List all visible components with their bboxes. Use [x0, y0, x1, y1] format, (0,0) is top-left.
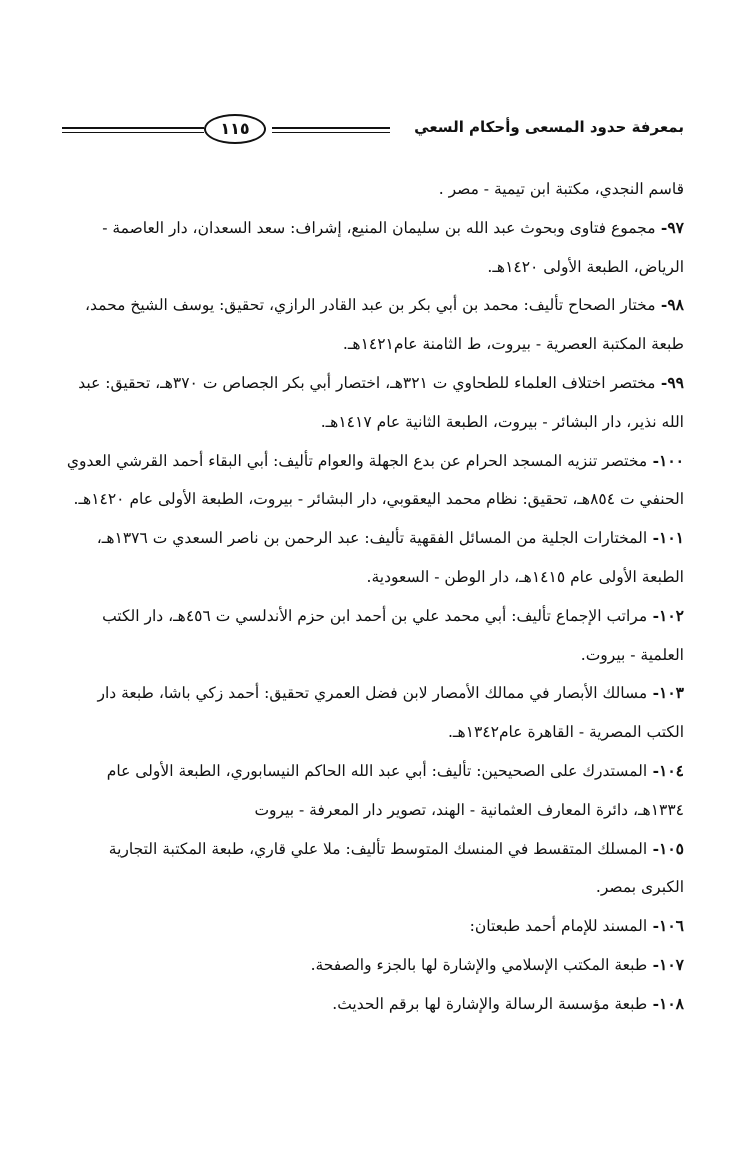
list-item: قاسم النجدي، مكتبة ابن تيمية - مصر . — [438, 180, 684, 198]
list-item: ١٠٠- مختصر تنزيه المسجد الحرام عن بدع الجهلة والعوام تأليف: أبي البقاء أحمد القرشي العدوي الحنفي ت ٨٥٤هـ، تحقيق: نظام محمد اليعقوبي، دار البشائر - بيروت، الطبعة الأولى عام ١٤٢٠هـ. — [66, 450, 684, 509]
list-item: ٩٧- مجموع فتاوى وبحوث عبد الله بن سليمان المنيع، إشراف: سعد السعدان، دار العاصمة - الرياض، الطبعة الأولى ١٤٢٠هـ. — [102, 217, 684, 276]
list-item: ١٠٣- مسالك الأبصار في ممالك الأمصار لابن فضل العمري تحقيق: أحمد زكي باشا، طبعة دار الكتب المصرية - القاهرة عام١٣٤٢هـ. — [97, 683, 684, 742]
list-item: ١٠٢- مراتب الإجماع تأليف: أبي محمد علي بن أحمد ابن حزم الأندلسي ت ٤٥٦هـ، دار الكتب العلمية - بيروت. — [102, 605, 684, 664]
list-item: ١٠٤- المستدرك على الصحيحين: تأليف: أبي عبد الله الحاكم النيسابوري، الطبعة الأولى عام ١٣٣٤هـ، دائرة المعارف العثمانية - الهند، تصوير دار المعرفة - بيروت — [106, 760, 684, 819]
header-rule-left — [62, 127, 204, 133]
header-title: بمعرفة حدود المسعى وأحكام السعي — [414, 118, 684, 136]
list-item: ٩٩- مختصر اختلاف العلماء للطحاوي ت ٣٢١هـ، اختصار أبي بكر الجصاص ت ٣٧٠هـ، تحقيق: عبد الله نذير، دار البشائر - بيروت، الطبعة الثانية عام ١٤١٧هـ. — [78, 372, 684, 431]
references-list — [62, 170, 684, 1024]
list-item: ١٠٦- المسند للإمام أحمد طبعتان: — [469, 916, 684, 936]
running-header — [62, 112, 684, 152]
list-item: ١٠٧- طبعة المكتب الإسلامي والإشارة لها بالجزء والصفحة. — [310, 954, 684, 974]
header-rule-middle — [272, 127, 390, 133]
page-number: ١١٥ — [204, 114, 266, 144]
list-item: ١٠١- المختارات الجلية من المسائل الفقهية تأليف: عبد الرحمن بن ناصر السعدي ت ١٣٧٦هـ، الطبعة الأولى عام ١٤١٥هـ، دار الوطن - السعودية. — [96, 528, 684, 586]
list-item: ٩٨- مختار الصحاح تأليف: محمد بن أبي بكر بن عبد القادر الرازي، تحقيق: يوسف الشيخ محمد، طبعة المكتبة العصرية - بيروت، ط الثامنة عام١٤٢١هـ. — [84, 295, 684, 354]
list-item: ١٠٥- المسلك المتقسط في المنسك المتوسط تأليف: ملا علي قاري، طبعة المكتبة التجارية الكبرى بمصر. — [108, 838, 684, 897]
list-item: ١٠٨- طبعة مؤسسة الرسالة والإشارة لها برقم الحديث. — [332, 993, 684, 1013]
